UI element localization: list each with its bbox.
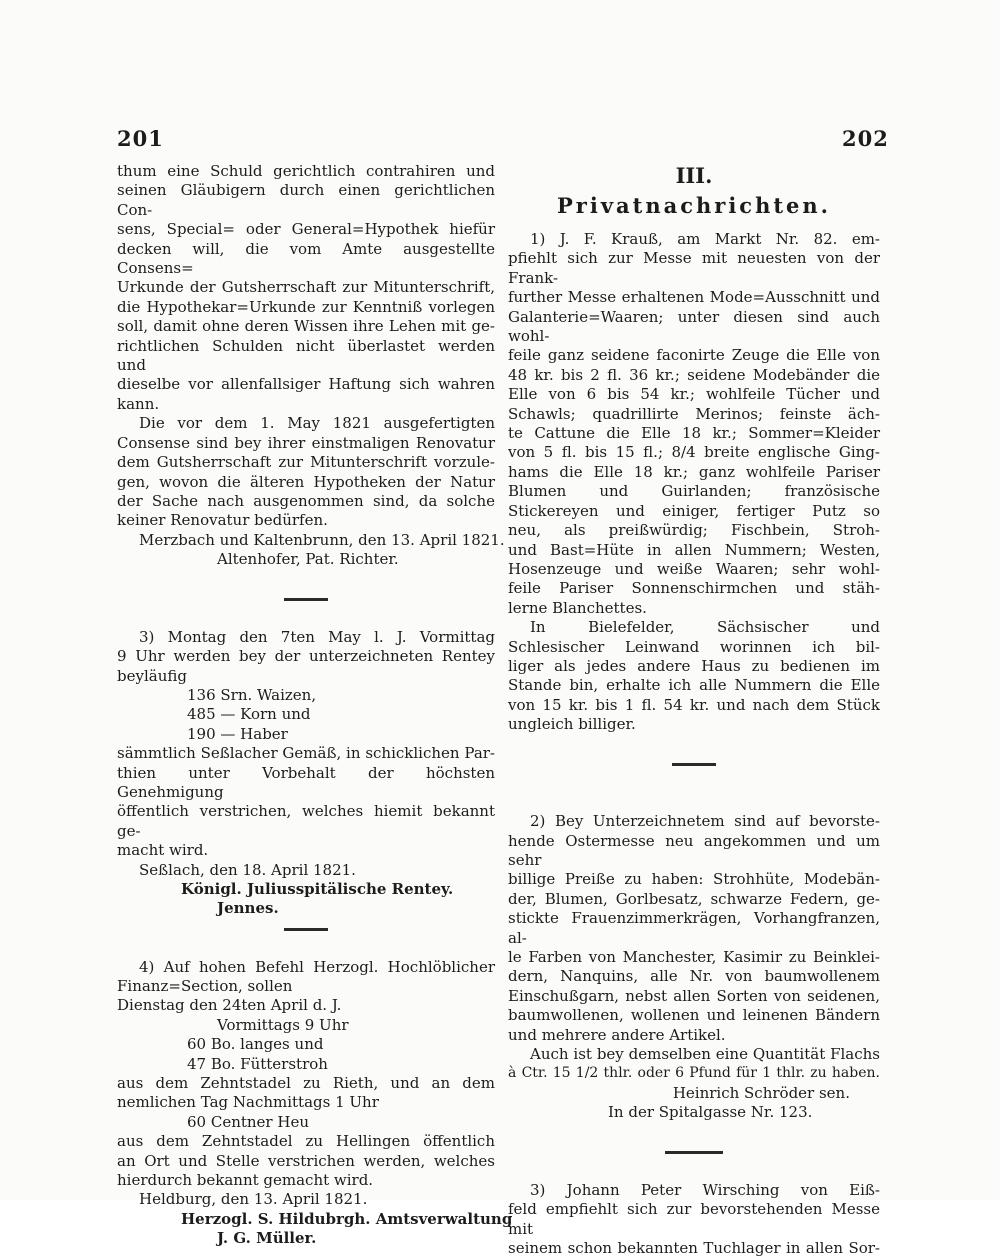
notice-3-office: Königl. Juliusspitälische Rentey. <box>181 879 454 898</box>
text-line: gen, wovon die älteren Hypotheken der Natur <box>117 472 495 491</box>
text-line: von 5 fl. bis 15 fl.; 8/4 breite englische Ging- <box>508 443 880 462</box>
text-line: Stickereyen und einiger, fertiger Putz so <box>508 501 880 520</box>
notice-1-place-date: Merzbach und Kaltenbrunn, den 13. April 1821. <box>139 530 505 549</box>
text-line: und Bast=Hüte in allen Nummern; Westen, <box>508 540 880 559</box>
grain-item: 485 — Korn und <box>187 705 311 724</box>
text-line: thum eine Schuld gerichtlich contrahiren und <box>117 162 495 180</box>
text-line: Stande bin, erhalte ich alle Nummern die Elle <box>508 676 880 695</box>
text-line: hende Ostermesse neu angekommen und um sehr <box>508 831 880 869</box>
spacer <box>117 608 495 627</box>
text-line: aus dem Zehntstadel zu Hellingen öffentlich <box>117 1132 495 1151</box>
section-divider <box>508 1142 880 1161</box>
notice-4-signature: J. G. Müller. <box>217 1229 317 1248</box>
text-line: seinem schon bekannten Tuchlager in allen Sor- <box>508 1239 880 1258</box>
text-line: stickte Frauenzimmerkrägen, Vorhangfranzen, al- <box>508 909 880 947</box>
ad-3-paragraph <box>508 1181 880 1258</box>
text-line: Blumen und Guirlanden; französische <box>508 482 880 501</box>
text-line: Einschußgarn, nebst allen Sorten von seidenen, <box>508 986 880 1005</box>
text-line: 60 Centner Heu <box>187 1112 309 1131</box>
text-line: Elle von 6 bis 54 kr.; wohlfeile Tücher und <box>508 385 880 404</box>
text-line: an Ort und Stelle verstrichen werden, welches <box>117 1151 495 1170</box>
text-line: keiner Renovatur bedürfen. <box>117 511 328 530</box>
left-column <box>117 162 513 1249</box>
text-line: 47 Bo. Fütterstroh <box>187 1054 328 1073</box>
section-title: Privatnachrichten. <box>556 193 831 218</box>
text-line: beyläufig <box>117 666 187 685</box>
text-line: baumwollenen, wollenen und leinenen Bändern <box>508 1006 880 1025</box>
text-line: Schawls; quadrillirte Merinos; feinste äch- <box>508 404 880 423</box>
text-line: der, Blumen, Gorlbesatz, schwarze Federn, ge- <box>508 889 880 908</box>
section-number: III. <box>675 163 713 188</box>
text-line: 2) Bey Unterzeichnetem sind auf bevorste- <box>530 812 880 831</box>
text-line: Galanterie=Waaren; unter diesen sind auch wohl- <box>508 307 880 346</box>
text-line: decken will, die vom Amte ausgestellte Consens= <box>117 239 495 278</box>
text-line: Finanz=Section, sollen <box>117 976 293 995</box>
text-line: sämmtlich Seßlacher Gemäß, in schicklichen Par- <box>117 744 495 763</box>
ad-1-paragraph <box>508 230 880 735</box>
text-line: feile Pariser Sonnenschirmchen und stäh- <box>508 579 880 598</box>
text-line: 1) J. F. Krauß, am Markt Nr. 82. em- <box>530 230 880 248</box>
page-number-right: 202 <box>842 126 889 151</box>
text-line: sens, Special= oder General=Hypothek hiefür <box>117 220 495 239</box>
text-line: dem Gutsherrschaft zur Mitunterschrift vorzule- <box>117 453 495 472</box>
text-line: 48 kr. bis 2 fl. 36 kr.; seidene Modebänder die <box>508 365 880 384</box>
notice-3-paragraph <box>117 628 495 919</box>
notice-3-place-date: Seßlach, den 18. April 1821. <box>139 860 356 879</box>
spacer <box>508 1161 880 1180</box>
text-line: dieselbe vor allenfallsiger Haftung sich wahren <box>117 375 495 394</box>
spacer <box>117 938 495 957</box>
text-line: öffentlich verstrichen, welches hiemit bekannt ge- <box>117 802 495 840</box>
grain-item: 190 — Haber <box>187 724 288 743</box>
notice-1-paragraph <box>117 162 505 570</box>
text-line: nemlichen Tag Nachmittags 1 Uhr <box>117 1093 379 1112</box>
text-line: 60 Bo. langes und <box>187 1035 324 1054</box>
text-line: 9 Uhr werden bey der unterzeichneten Rentey <box>117 647 495 666</box>
text-line: 4) Auf hohen Befehl Herzogl. Hochlöblicher <box>139 957 495 976</box>
spacer <box>508 735 880 754</box>
text-line: hierdurch bekannt gemacht wird. <box>117 1171 374 1190</box>
text-line: hams die Elle 18 kr.; ganz wohlfeile Pariser <box>508 462 880 481</box>
text-line: billige Preiße zu haben: Strohhüte, Modebän- <box>508 870 880 889</box>
text-line: te Cattune die Elle 18 kr.; Sommer=Kleider <box>508 424 880 443</box>
text-line: neu, als preißwürdig; Fischbein, Stroh- <box>508 521 880 540</box>
ad-2-signature: Heinrich Schröder sen. <box>672 1083 850 1102</box>
text-line: le Farben von Manchester, Kasimir zu Beinklei- <box>508 947 880 966</box>
notice-4-place-date: Heldburg, den 13. April 1821. <box>139 1190 368 1209</box>
text-line: further Messe erhaltenen Mode=Ausschnitt und <box>508 288 880 307</box>
grain-item: 136 Srn. Waizen, <box>187 685 317 704</box>
text-line: seinen Gläubigern durch einen gerichtlichen Con- <box>117 181 495 219</box>
text-line: ungleich billiger. <box>508 715 636 734</box>
text-line: lerne Blanchettes. <box>508 598 647 617</box>
notice-3-signature: Jennes. <box>217 899 279 918</box>
text-line: Die vor dem 1. May 1821 ausgefertigten <box>139 414 495 433</box>
text-line: aus dem Zehntstadel zu Rieth, und an dem <box>117 1074 495 1093</box>
text-line: feile ganz seidene faconirte Zeuge die Elle von <box>508 346 880 365</box>
text-line: Vormittags 9 Uhr <box>217 1015 349 1034</box>
section-divider <box>117 919 495 938</box>
text-line: Auch ist bey demselben eine Quantität Flachs <box>530 1045 880 1064</box>
text-line: macht wird. <box>117 841 209 860</box>
text-line: feld empfiehlt sich zur bevorstehenden Messe mit <box>508 1200 880 1238</box>
text-line: Hosenzeuge und weiße Waaren; sehr wohl- <box>508 559 880 578</box>
notice-4-paragraph <box>117 957 513 1249</box>
text-line: von 15 kr. bis 1 fl. 54 kr. und nach dem Stück <box>508 695 880 714</box>
text-line: thien unter Vorbehalt der höchsten Genehmigung <box>117 763 495 801</box>
section-divider <box>117 589 495 608</box>
text-line: der Sache nach ausgenommen sind, da solche <box>117 491 495 510</box>
notice-4-office: Herzogl. S. Hildubrgh. Amtsverwaltung <box>181 1209 513 1228</box>
text-line: In Bielefelder, Sächsischer und <box>530 618 880 637</box>
text-line: pfiehlt sich zur Messe mit neuesten von der Frank- <box>508 249 880 287</box>
text-line: Consense sind bey ihrer einstmaligen Renovatur <box>117 433 495 452</box>
text-line: Dienstag den 24ten April d. J. <box>117 996 342 1015</box>
text-line: kann. <box>117 394 160 413</box>
spacer <box>508 773 880 812</box>
text-line: 3) Johann Peter Wirsching von Eiß- <box>530 1180 880 1199</box>
text-line: à Ctr. 15 1/2 thlr. oder 6 Pfund für 1 thlr. zu haben. <box>508 1065 880 1082</box>
notice-1-signature: Altenhofer, Pat. Richter. <box>217 550 399 569</box>
right-column <box>508 162 880 1258</box>
text-line: richtlichen Schulden nicht überlastet werden und <box>117 336 495 375</box>
ad-2-paragraph <box>508 812 880 1123</box>
text-line: 3) Montag den 7ten May l. J. Vormittag <box>139 627 495 646</box>
text-line: dern, Nanquins, alle Nr. von baumwollenem <box>508 967 880 986</box>
text-line: Urkunde der Gutsherrschaft zur Mitunterschrift, <box>117 278 495 297</box>
text-line: liger als jedes andere Haus zu bedienen im <box>508 656 880 675</box>
page-number-left: 201 <box>117 126 164 151</box>
text-line: die Hypothekar=Urkunde zur Kenntniß vorlegen <box>117 297 495 316</box>
text-line: Schlesischer Leinwand worinnen ich bil- <box>508 637 880 656</box>
text-line: soll, damit ohne deren Wissen ihre Lehen mit ge- <box>117 317 495 336</box>
ad-2-address: In der Spitalgasse Nr. 123. <box>608 1103 813 1122</box>
text-line: und mehrere andere Artikel. <box>508 1025 726 1044</box>
spacer <box>508 1123 880 1142</box>
spacer <box>117 570 495 589</box>
section-divider <box>508 754 880 773</box>
